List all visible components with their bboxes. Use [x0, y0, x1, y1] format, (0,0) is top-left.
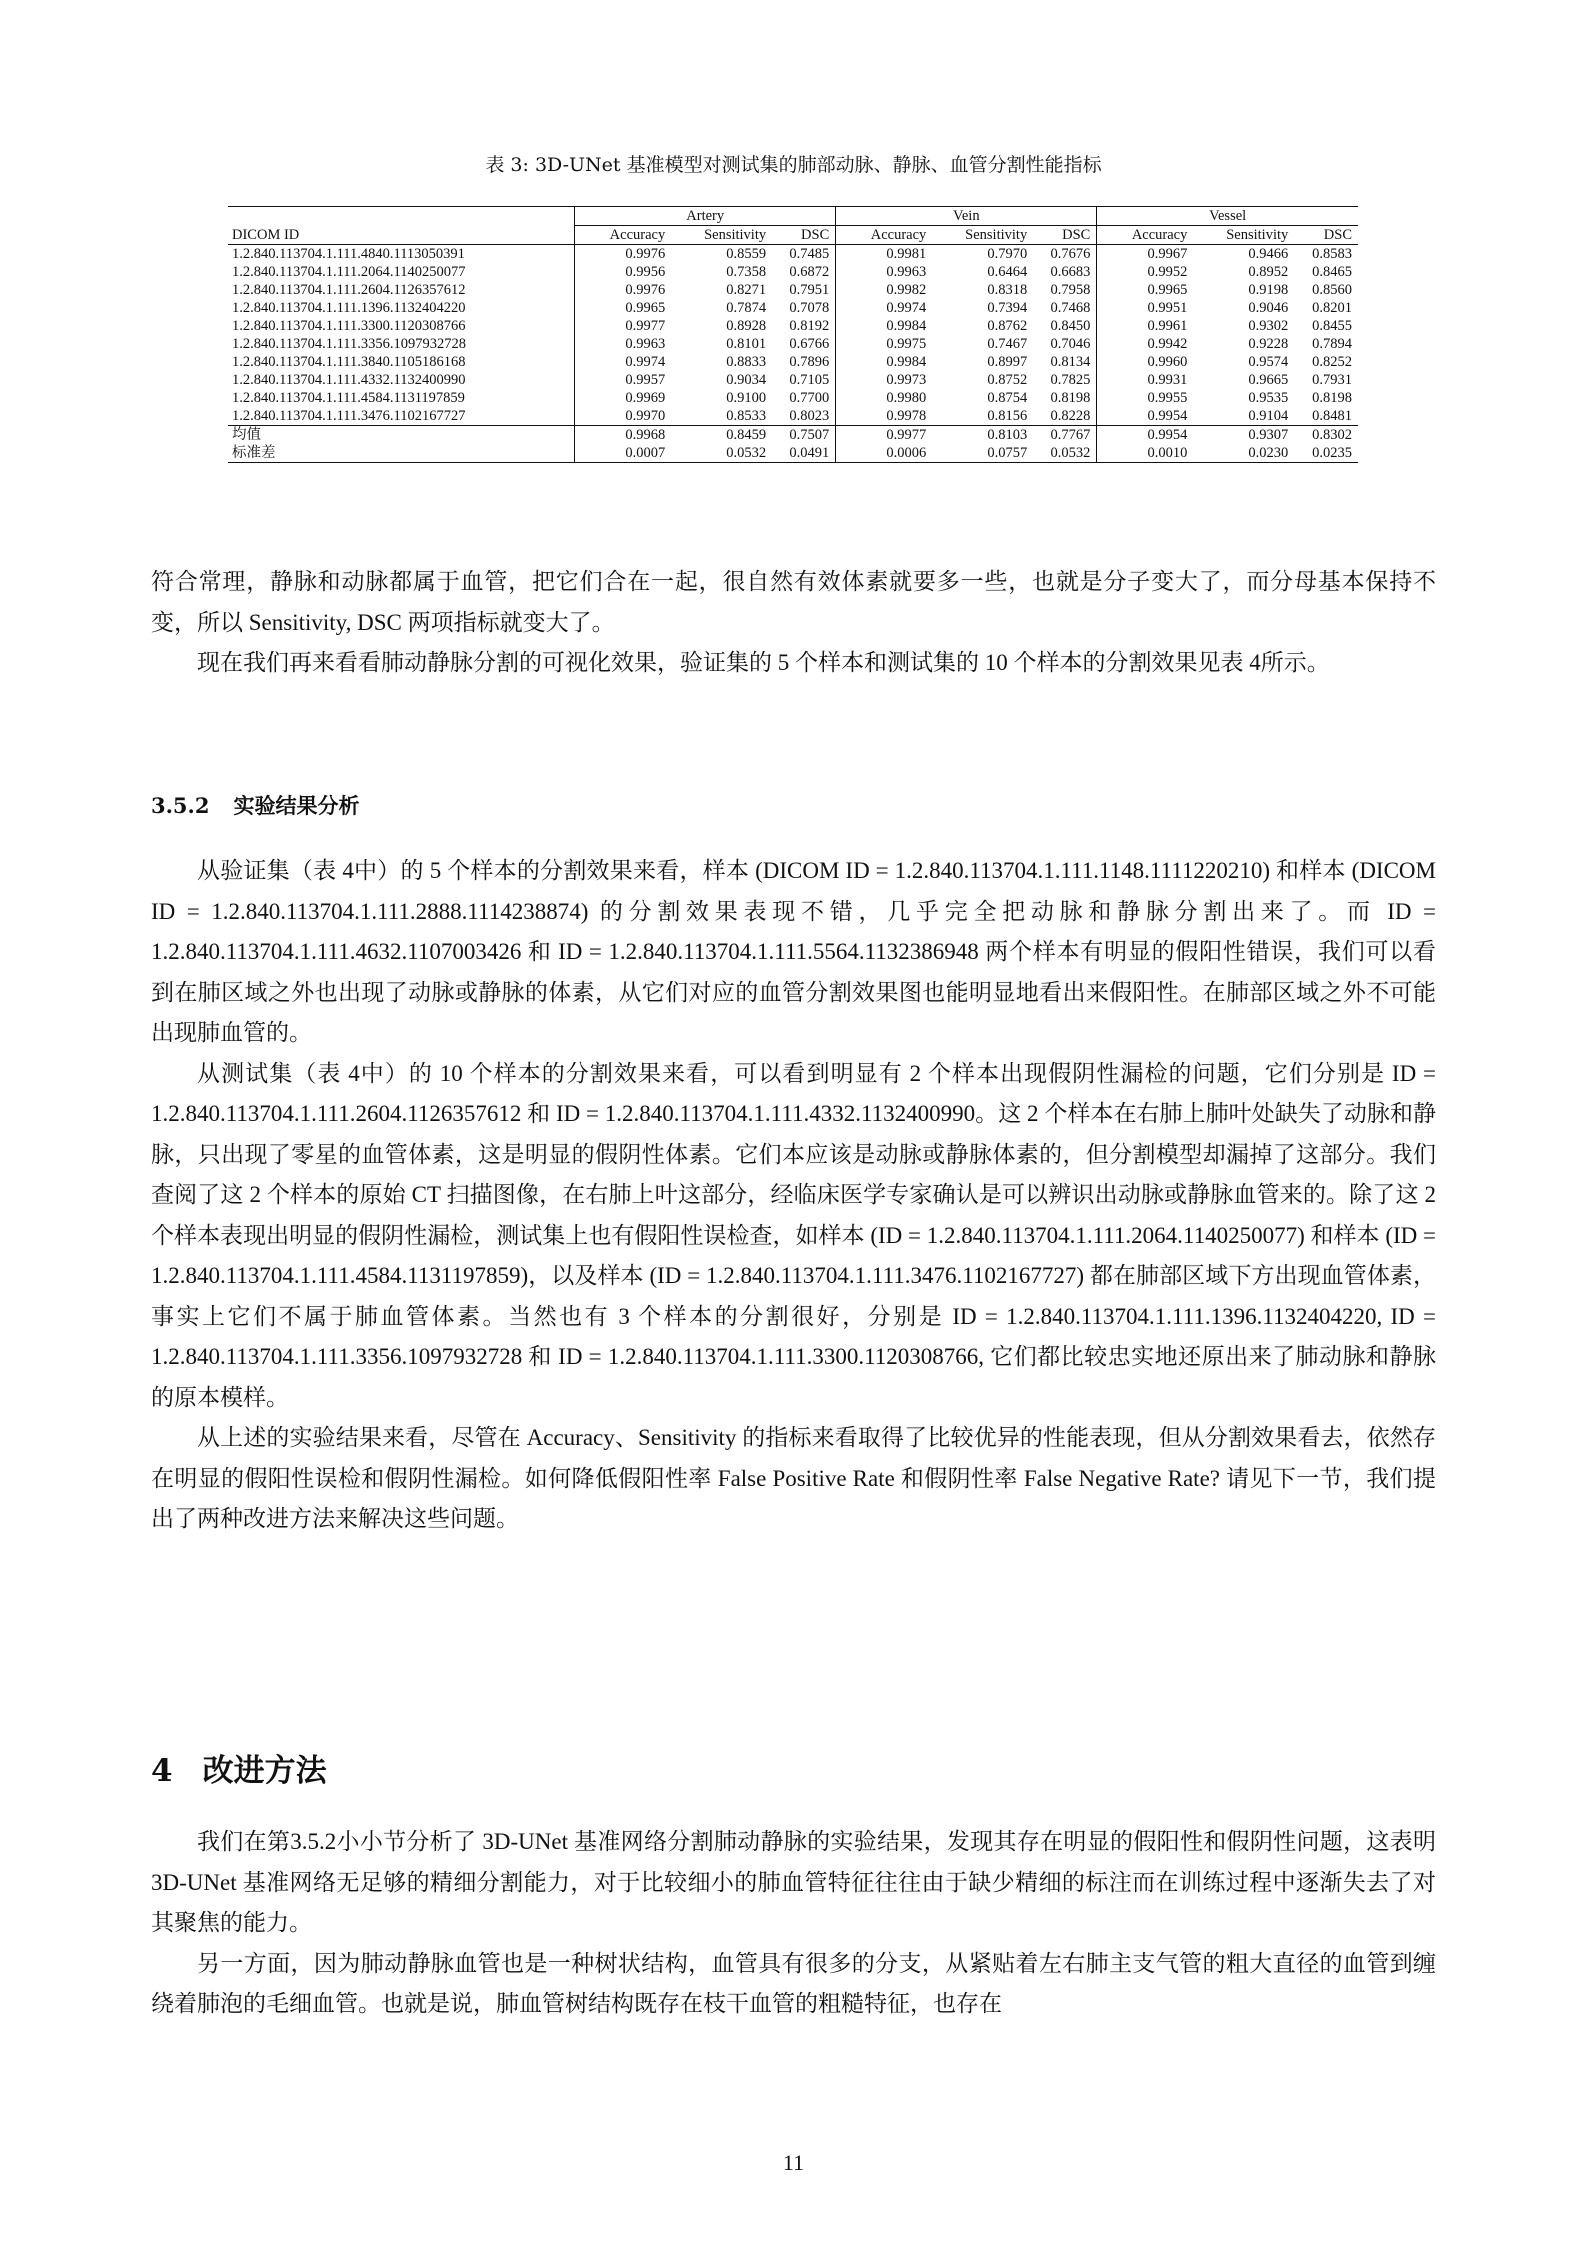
dicom-id-cell: 1.2.840.113704.1.111.3300.1120308766	[232, 318, 466, 334]
metric-cell: 0.8198	[1312, 390, 1352, 406]
metric-cell: 0.0230	[1193, 444, 1294, 463]
metric-header: Sensitivity	[932, 226, 1033, 245]
metric-cell: 0.9978	[836, 407, 933, 426]
metric-cell: 0.8559	[726, 246, 767, 262]
dicom-id-cell: 1.2.840.113704.1.111.3840.1105186168	[232, 354, 466, 370]
dicom-id-header: DICOM ID	[228, 226, 575, 245]
metric-cell: 0.9535	[1248, 390, 1289, 406]
metric-cell: 0.9100	[726, 390, 767, 406]
dicom-id-cell: 1.2.840.113704.1.111.3476.1102167727	[232, 408, 466, 424]
dicom-id-cell: 1.2.840.113704.1.111.2064.1140250077	[232, 264, 466, 280]
metric-cell: 0.9302	[1248, 318, 1289, 334]
dicom-id-cell: 1.2.840.113704.1.111.1396.1132404220	[232, 300, 466, 316]
metric-cell: 0.8465	[1312, 264, 1352, 280]
metric-cell: 0.9954	[1097, 407, 1194, 426]
metric-cell: 0.8952	[1248, 264, 1289, 280]
metric-header: DSC	[1033, 226, 1097, 245]
section-heading-4	[151, 1745, 327, 1790]
dicom-id-cell: 1.2.840.113704.1.111.3356.1097932728	[232, 336, 467, 352]
metric-cell: 0.8023	[789, 408, 830, 424]
metric-cell: 0.8450	[1050, 318, 1091, 334]
metric-cell: 0.9969	[575, 389, 672, 407]
metric-cell: 0.9976	[575, 281, 672, 299]
paragraph: 符合常理，静脉和动脉都属于血管，把它们合在一起，很自然有效体素就要多一些，也就是分子变大了，而分母基本保持不变，所以 Sensitivity, DSC 两项指标就变大了。	[151, 569, 1436, 635]
metric-header: Accuracy	[836, 226, 933, 245]
dicom-id-cell: 1.2.840.113704.1.111.2604.1126357612	[232, 282, 466, 298]
metric-header: Sensitivity	[671, 226, 772, 245]
metric-cell: 0.7700	[789, 390, 830, 406]
metric-cell: 0.8228	[1050, 408, 1091, 424]
table-row	[228, 263, 1358, 281]
metric-cell: 0.9982	[836, 281, 933, 299]
metric-cell: 0.9977	[836, 426, 933, 445]
table-corner	[228, 207, 575, 226]
metric-header: DSC	[772, 226, 836, 245]
metric-cell: 0.7046	[1050, 336, 1091, 352]
metric-cell: 0.9984	[836, 353, 933, 371]
metric-cell: 0.9977	[575, 317, 672, 335]
metric-cell: 0.8533	[726, 408, 767, 424]
metric-cell: 0.9034	[726, 372, 767, 388]
metric-cell: 0.0532	[1033, 444, 1097, 463]
table-metric-header-row	[228, 226, 1358, 245]
section-title: 改进方法	[202, 1753, 327, 1789]
section-number: 3.5.2	[151, 793, 210, 818]
analysis-text-block	[151, 851, 1436, 1540]
metric-cell: 0.9046	[1248, 300, 1289, 316]
metric-cell: 0.7467	[987, 336, 1028, 352]
metric-cell: 0.9963	[575, 335, 672, 353]
metric-cell: 0.8481	[1312, 408, 1352, 424]
group-header-vein: Vein	[836, 207, 1097, 226]
metric-cell: 0.8198	[1050, 390, 1091, 406]
page-number: 11	[782, 2150, 805, 2175]
metric-cell: 0.7507	[772, 426, 836, 445]
metric-cell: 0.9955	[1097, 389, 1194, 407]
metric-cell: 0.0007	[575, 444, 672, 463]
metric-cell: 0.9970	[575, 407, 672, 426]
metric-cell: 0.0235	[1294, 444, 1358, 463]
metric-cell: 0.9965	[575, 299, 672, 317]
metric-cell: 0.7485	[789, 246, 830, 262]
metric-cell: 0.7970	[987, 246, 1028, 262]
metric-cell: 0.8271	[726, 282, 767, 298]
metric-cell: 0.8134	[1050, 354, 1091, 370]
group-header-vessel: Vessel	[1097, 207, 1358, 226]
metric-cell: 0.7358	[726, 264, 767, 280]
metric-cell: 0.9973	[836, 371, 933, 389]
section-heading-3-5-2	[151, 790, 359, 820]
metric-cell: 0.8192	[789, 318, 830, 334]
metric-cell: 0.9665	[1248, 372, 1289, 388]
metric-cell: 0.0757	[932, 444, 1033, 463]
metric-cell: 0.7468	[1050, 300, 1091, 316]
metric-cell: 0.7958	[1050, 282, 1091, 298]
metric-cell: 0.8928	[726, 318, 767, 334]
metrics-table	[228, 206, 1358, 463]
metric-cell: 0.0010	[1097, 444, 1194, 463]
metric-cell: 0.9968	[575, 426, 672, 445]
metric-cell: 0.8997	[987, 354, 1028, 370]
paragraph: 从上述的实验结果来看，尽管在 Accuracy、Sensitivity 的指标来看取得了比较优异的性能表现，但从分割效果看去，依然存在明显的假阳性误检和假阴性漏检。如何降低假阳性率 False Positive Rate 和假阴性率 False Negative Rate? 请见下一节，我们提出了两种改进方法来解决这些问题。	[151, 1425, 1436, 1531]
paragraph: 另一方面，因为肺动静脉血管也是一种树状结构，血管具有很多的分支，从紧贴着左右肺主支气管的粗大直径的血管到缠绕着肺泡的毛细血管。也就是说，肺血管树结构既存在枝干血管的粗糙特征，也存在	[151, 1950, 1436, 2016]
dicom-id-cell: 1.2.840.113704.1.111.4332.1132400990	[232, 372, 466, 388]
metric-cell: 0.8201	[1312, 300, 1352, 316]
metric-cell: 0.9965	[1097, 281, 1194, 299]
metric-cell: 0.0532	[671, 444, 772, 463]
metric-cell: 0.6464	[987, 264, 1028, 280]
metric-cell: 0.7931	[1312, 372, 1352, 388]
metric-cell: 0.9963	[836, 263, 933, 281]
metric-cell: 0.6683	[1050, 264, 1091, 280]
metric-cell: 0.7874	[726, 300, 767, 316]
metric-cell: 0.8752	[987, 372, 1028, 388]
metric-cell: 0.8302	[1294, 426, 1358, 445]
dicom-id-cell: 均值	[228, 426, 575, 445]
metric-cell: 0.9198	[1248, 282, 1289, 298]
table-summary	[228, 426, 1358, 463]
dicom-id-cell: 1.2.840.113704.1.111.4584.1131197859	[232, 390, 465, 406]
table-row	[228, 245, 1358, 264]
metric-cell: 0.9931	[1097, 371, 1194, 389]
metric-cell: 0.9961	[1097, 317, 1194, 335]
table-row	[228, 389, 1358, 407]
metric-header: Accuracy	[575, 226, 672, 245]
metric-cell: 0.9975	[836, 335, 933, 353]
metric-cell: 0.7394	[987, 300, 1028, 316]
metric-cell: 0.8156	[987, 408, 1028, 424]
metric-cell: 0.0006	[836, 444, 933, 463]
metric-cell: 0.9228	[1248, 336, 1289, 352]
metric-cell: 0.7896	[789, 354, 830, 370]
metric-cell: 0.8101	[726, 336, 767, 352]
metric-cell: 0.0491	[772, 444, 836, 463]
table-row	[228, 371, 1358, 389]
paragraph: 从验证集（表 4中）的 5 个样本的分割效果来看，样本 (DICOM ID = 1.2.840.113704.1.111.1148.1111220210) 和样本 (DICOM ID = 1.2.840.113704.1.111.2888.1114238874) 的分割效果表现不错，几乎完全把动脉和静脉分割出来了。而 ID = 1.2.840.113704.1.111.4632.1107003426 和 ID = 1.2.840.113704.1.111.5564.1132386948 两个样本有明显的假阳性错误，我们可以看到在肺区域之外也出现了动脉或静脉的体素，从它们对应的血管分割效果图也能明显地看出来假阳性。在肺部区域之外不可能出现肺血管的。	[151, 858, 1436, 1045]
summary-row	[228, 444, 1358, 463]
metric-cell: 0.9104	[1248, 408, 1289, 424]
metric-cell: 0.9954	[1097, 426, 1194, 445]
metric-cell: 0.9466	[1248, 246, 1289, 262]
metric-cell: 0.9957	[575, 371, 672, 389]
metric-cell: 0.8560	[1312, 282, 1352, 298]
paragraph: 我们在第3.5.2小小节分析了 3D-UNet 基准网络分割肺动静脉的实验结果，发现其存在明显的假阳性和假阴性问题，这表明 3D-UNet 基准网络无足够的精细分割能力，对于比较细小的肺血管特征往往由于缺少精细的标注而在训练过程中逐渐失去了对其聚焦的能力。	[151, 1829, 1436, 1935]
section-title: 实验结果分析	[233, 793, 360, 818]
metric-cell: 0.9574	[1248, 354, 1289, 370]
improvement-text-block	[151, 1822, 1436, 2025]
metric-header: Sensitivity	[1193, 226, 1294, 245]
metric-cell: 0.8318	[987, 282, 1028, 298]
table-row	[228, 353, 1358, 371]
section-number: 4	[151, 1753, 173, 1789]
metric-cell: 0.9942	[1097, 335, 1194, 353]
metric-cell: 0.9984	[836, 317, 933, 335]
metric-cell: 0.9952	[1097, 263, 1194, 281]
metric-cell: 0.7767	[1033, 426, 1097, 445]
intro-text-block	[151, 562, 1436, 684]
summary-row	[228, 426, 1358, 445]
metric-cell: 0.9967	[1097, 245, 1194, 264]
metric-cell: 0.9974	[575, 353, 672, 371]
metric-cell: 0.9981	[836, 245, 933, 264]
dicom-id-cell: 标准差	[228, 444, 575, 463]
table-row	[228, 317, 1358, 335]
metric-cell: 0.8833	[726, 354, 767, 370]
table-row	[228, 281, 1358, 299]
metric-cell: 0.9976	[575, 245, 672, 264]
metric-header: DSC	[1294, 226, 1358, 245]
metric-cell: 0.9307	[1193, 426, 1294, 445]
metric-cell: 0.9980	[836, 389, 933, 407]
paragraph: 从测试集（表 4中）的 10 个样本的分割效果来看，可以看到明显有 2 个样本出现假阴性漏检的问题，它们分别是 ID = 1.2.840.113704.1.111.2604.1126357612 和 ID = 1.2.840.113704.1.111.4332.1132400990。这 2 个样本在右肺上肺叶处缺失了动脉和静脉，只出现了零星的血管体素，这是明显的假阴性体素。它们本应该是动脉或静脉体素的，但分割模型却漏掉了这部分。我们查阅了这 2 个样本的原始 CT 扫描图像，在右肺上叶这部分，经临床医学专家确认是可以辨识出动脉或静脉血管来的。除了这 2 个样本表现出明显的假阴性漏检，测试集上也有假阳性误检查，如样本 (ID = 1.2.840.113704.1.111.2064.1140250077) 和样本 (ID = 1.2.840.113704.1.111.4584.1131197859)，以及样本 (ID = 1.2.840.113704.1.111.3476.1102167727) 都在肺部区域下方出现血管体素，事实上它们不属于肺血管体素。当然也有 3 个样本的分割很好，分别是 ID = 1.2.840.113704.1.111.1396.1132404220, ID = 1.2.840.113704.1.111.3356.1097932728 和 ID = 1.2.840.113704.1.111.3300.1120308766, 它们都比较忠实地还原出来了肺动脉和静脉的原本模样。	[151, 1060, 1436, 1410]
metric-cell: 0.8762	[987, 318, 1028, 334]
metric-cell: 0.8103	[932, 426, 1033, 445]
table-row	[228, 299, 1358, 317]
metric-cell: 0.9974	[836, 299, 933, 317]
metrics-table-wrapper	[228, 206, 1358, 463]
paragraph: 现在我们再来看看肺动静脉分割的可视化效果，验证集的 5 个样本和测试集的 10 个样本的分割效果见表 4所示。	[197, 650, 1330, 675]
metric-cell: 0.8754	[987, 390, 1028, 406]
metric-cell: 0.9960	[1097, 353, 1194, 371]
metric-cell: 0.9951	[1097, 299, 1194, 317]
metric-cell: 0.7078	[789, 300, 830, 316]
metric-cell: 0.6766	[789, 336, 830, 352]
table-row	[228, 407, 1358, 426]
metric-cell: 0.8459	[671, 426, 772, 445]
metric-cell: 0.7105	[789, 372, 830, 388]
metric-cell: 0.9956	[575, 263, 672, 281]
metric-cell: 0.6872	[789, 264, 830, 280]
dicom-id-cell: 1.2.840.113704.1.111.4840.1113050391	[232, 246, 465, 262]
table-body	[228, 245, 1358, 426]
metric-header: Accuracy	[1097, 226, 1194, 245]
metric-cell: 0.8583	[1312, 246, 1352, 262]
metric-cell: 0.7825	[1050, 372, 1091, 388]
metric-cell: 0.8455	[1312, 318, 1352, 334]
metric-cell: 0.8252	[1312, 354, 1352, 370]
metric-cell: 0.7894	[1312, 336, 1352, 352]
table-caption: 表 3: 3D-UNet 基准模型对测试集的肺部动脉、静脉、血管分割性能指标	[485, 154, 1102, 176]
table-group-header-row	[228, 207, 1358, 226]
table-row	[228, 335, 1358, 353]
metric-cell: 0.7676	[1050, 246, 1091, 262]
group-header-artery: Artery	[575, 207, 836, 226]
metric-cell: 0.7951	[789, 282, 830, 298]
